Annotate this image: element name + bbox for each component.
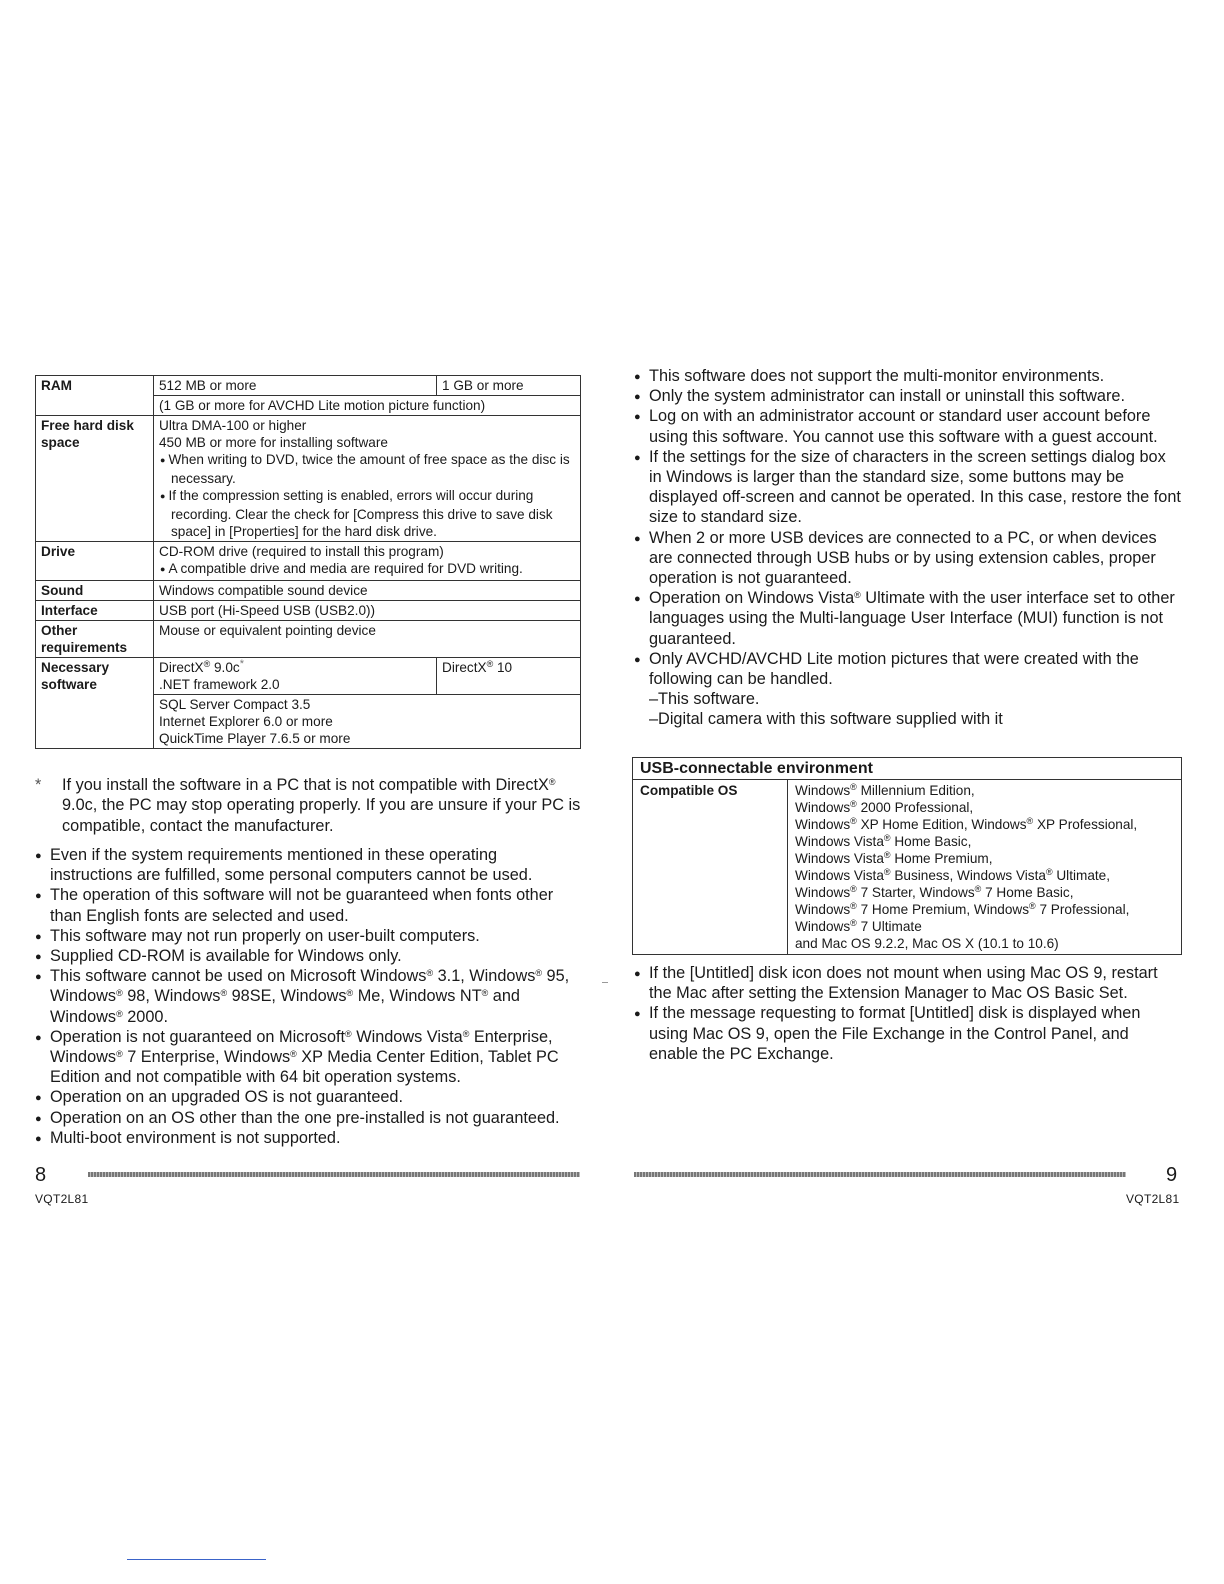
system-requirements-table xyxy=(35,375,581,749)
os-line: Windows Vista® Home Basic, xyxy=(795,833,972,849)
scan-mark xyxy=(602,982,608,983)
ram-label: RAM xyxy=(36,376,154,416)
drive-sub-1: ● A compatible drive and media are required for DVD writing. xyxy=(159,560,575,579)
footnote-asterisk: * xyxy=(35,776,42,794)
software-extra-cell xyxy=(154,695,581,749)
compatible-os-label: Compatible OS xyxy=(633,780,788,954)
ram-value-1: 512 MB or more xyxy=(154,376,437,396)
list-item: ● When 2 or more USB devices are connected to a PC, or when devices are connected through USB hubs or by using extension cables, proper operation is not guaranteed. xyxy=(634,528,1182,589)
list-item: ● Supplied CD-ROM is available for Windows only. xyxy=(35,946,583,966)
right-document-code: VQT2L81 xyxy=(1126,1192,1180,1206)
interface-label: Interface xyxy=(36,601,154,621)
disk-value xyxy=(154,416,581,542)
drive-label: Drive xyxy=(36,542,154,581)
sound-label: Sound xyxy=(36,581,154,601)
os-line: Windows® 7 Starter, Windows® 7 Home Basic, xyxy=(795,884,1074,900)
interface-value: USB port (Hi-Speed USB (USB2.0)) xyxy=(154,601,581,621)
software-dx10-cell: DirectX® 10 xyxy=(437,658,581,695)
disk-line-1: Ultra DMA-100 or higher xyxy=(159,418,307,433)
left-page-number: 8 xyxy=(35,1164,47,1186)
left-document-code: VQT2L81 xyxy=(35,1192,89,1206)
software-qt: QuickTime Player 7.6.5 or more xyxy=(159,731,351,746)
software-dx9-cell xyxy=(154,658,437,695)
usb-table-title: USB-connectable environment xyxy=(633,758,1181,780)
footnote-text: If you install the software in a PC that is not compatible with DirectX® 9.0c, the PC may stop operating properly. If you are unsure if your PC is compatible, contact the manufacturer. xyxy=(62,776,581,835)
list-item: ● Operation on Windows Vista® Ultimate with the user interface set to other languages using the Multi-language User Interface (MUI) function is not guaranteed. xyxy=(634,588,1182,649)
os-line: Windows® Millennium Edition, xyxy=(795,782,975,798)
os-line: Windows® 7 Ultimate xyxy=(795,918,922,934)
list-item: ● This software may not run properly on user-built computers. xyxy=(35,926,583,946)
os-line: Windows Vista® Business, Windows Vista® Ultimate, xyxy=(795,867,1110,883)
list-item: ● Operation on an upgraded OS is not guaranteed. xyxy=(35,1087,583,1107)
list-item: ● If the message requesting to format [Untitled] disk is displayed when using Mac OS 9, open the File Exchange in the Control Panel, and enable the PC Exchange. xyxy=(634,1003,1182,1064)
list-item: ● Operation on an OS other than the one pre-installed is not guaranteed. xyxy=(35,1108,583,1128)
list-item: ● If the settings for the size of characters in the screen settings dialog box in Windows is larger than the standard size, some buttons may be displayed off-screen and cannot be operated. In this case, restore the font size to standard size. xyxy=(634,447,1182,528)
table-row-interface xyxy=(36,601,581,621)
left-notes-list xyxy=(35,845,583,1148)
software-sql: SQL Server Compact 3.5 xyxy=(159,697,311,712)
software-ie: Internet Explorer 6.0 or more xyxy=(159,714,333,729)
disk-sub-1: ● When writing to DVD, twice the amount of free space as the disc is necessary. xyxy=(159,451,575,487)
drive-line-1: CD-ROM drive (required to install this program) xyxy=(159,544,444,559)
os-line: Windows® XP Home Edition, Windows® XP Professional, xyxy=(795,816,1138,832)
disk-label: Free hard disk space xyxy=(36,416,154,542)
directx-footnote xyxy=(35,775,583,836)
software-net: .NET framework 2.0 xyxy=(159,677,280,692)
os-line: and Mac OS 9.2.2, Mac OS X (10.1 to 10.6) xyxy=(795,936,1059,951)
list-item: ● Even if the system requirements mentioned in these operating instructions are fulfilled, some personal computers cannot be used. xyxy=(35,845,583,885)
disk-sub-2: ● If the compression setting is enabled, errors will occur during recording. Clear the check for [Compress this drive to save disk space] in [Properties] for the hard disk drive. xyxy=(159,487,575,540)
software-dx9: DirectX® 9.0c* xyxy=(159,658,244,675)
os-line: Windows Vista® Home Premium, xyxy=(795,850,993,866)
disk-line-2: 450 MB or more for installing software xyxy=(159,435,388,450)
left-footer-bar xyxy=(88,1172,580,1177)
scan-underline xyxy=(127,1559,266,1560)
list-item: ● Only AVCHD/AVCHD Lite motion pictures that were created with the following can be handled. xyxy=(634,649,1182,689)
usb-environment-table xyxy=(632,757,1182,955)
table-row-software xyxy=(36,658,581,695)
table-row-sound xyxy=(36,581,581,601)
list-item: ● Only the system administrator can install or uninstall this software. xyxy=(634,386,1182,406)
ram-value-3: (1 GB or more for AVCHD Lite motion picture function) xyxy=(154,396,581,416)
table-row-other xyxy=(36,621,581,658)
list-item: ● Log on with an administrator account or standard user account before using this software. You cannot use this software with a guest account. xyxy=(634,406,1182,446)
dash-item: –This software. xyxy=(649,690,760,709)
list-item: ● The operation of this software will not be guaranteed when fonts other than English fonts are selected and used. xyxy=(35,885,583,925)
table-row-drive xyxy=(36,542,581,581)
dash-item: –Digital camera with this software supplied with it xyxy=(649,710,1003,729)
list-item: ● If the [Untitled] disk icon does not mount when using Mac OS 9, restart the Mac after setting the Extension Manager to Mac OS Basic Set. xyxy=(634,963,1182,1003)
ram-value-2: 1 GB or more xyxy=(437,376,581,396)
compatible-os-list xyxy=(788,780,1181,954)
list-item: ● Multi-boot environment is not supported. xyxy=(35,1128,583,1148)
mac-notes-list xyxy=(634,963,1182,1064)
drive-value xyxy=(154,542,581,581)
other-value: Mouse or equivalent pointing device xyxy=(154,621,581,658)
right-notes-list xyxy=(634,366,1182,730)
asterisk-note-mark: * xyxy=(239,658,244,670)
list-item: ● This software does not support the multi-monitor environments. xyxy=(634,366,1182,386)
os-line: Windows® 2000 Professional, xyxy=(795,799,974,815)
right-footer-bar xyxy=(634,1172,1126,1177)
software-label: Necessary software xyxy=(36,658,154,749)
usb-table-row xyxy=(633,780,1181,954)
list-item: ● This software cannot be used on Microsoft Windows® 3.1, Windows® 95, Windows® 98, Windows® 98SE, Windows® Me, Windows NT® and Windows® 2000. xyxy=(35,966,583,1027)
sound-value: Windows compatible sound device xyxy=(154,581,581,601)
table-row-disk xyxy=(36,416,581,542)
os-line: Windows® 7 Home Premium, Windows® 7 Professional, xyxy=(795,901,1130,917)
right-page-number: 9 xyxy=(1166,1164,1178,1186)
table-row-ram xyxy=(36,376,581,396)
list-item: ● Operation is not guaranteed on Microsoft® Windows Vista® Enterprise, Windows® 7 Enterprise, Windows® XP Media Center Edition, Tablet PC Edition and not compatible with 64 bit operation systems. xyxy=(35,1027,583,1088)
other-label: Other requirements xyxy=(36,621,154,658)
